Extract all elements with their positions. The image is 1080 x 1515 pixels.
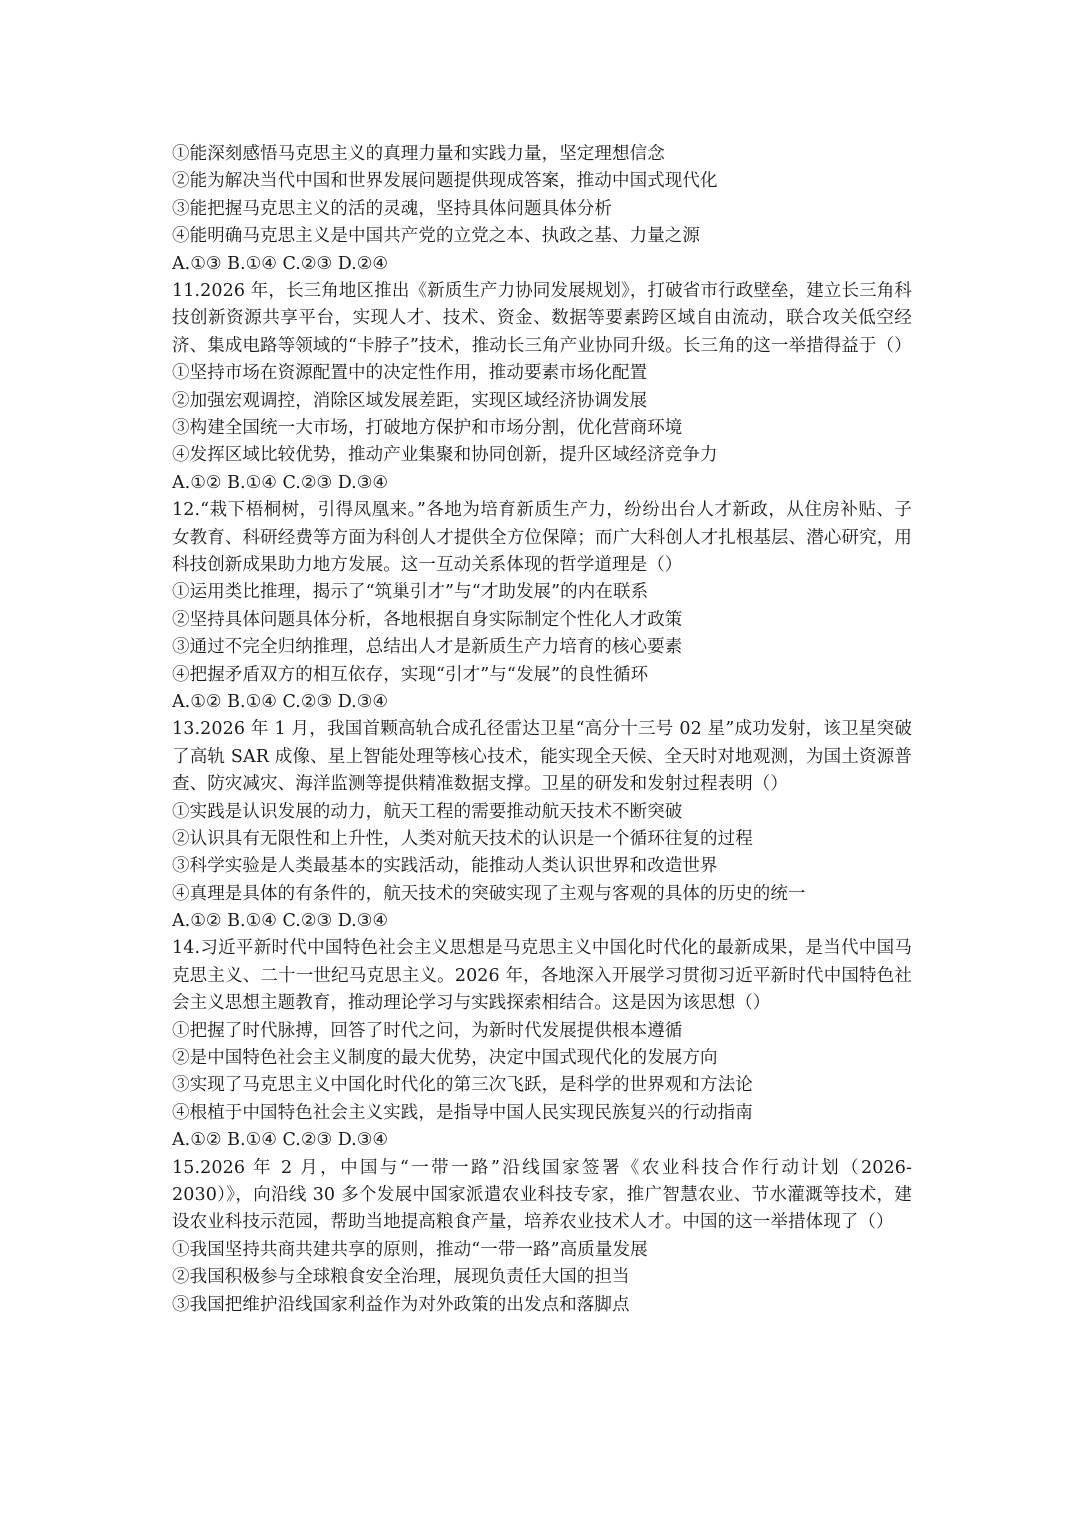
- option-line: ②加强宏观调控，消除区域发展差距，实现区域经济协调发展: [172, 390, 648, 411]
- option-line: ③实现了马克思主义中国化时代化的第三次飞跃，是科学的世界观和方法论: [172, 1075, 753, 1096]
- question-15: [172, 1155, 912, 1319]
- option-line: ①实践是认识发展的动力，航天工程的需要推动航天技术不断突破: [172, 801, 683, 822]
- option-line: ④真理是具体的有条件的，航天技术的突破实现了主观与客观的具体的历史的统一: [172, 883, 806, 904]
- question-stem: 14.习近平新时代中国特色社会主义思想是马克思主义中国化时代化的最新成果，是当代中国马克思主义、二十一世纪马克思主义。2026 年，各地深入开展学习贯彻习近平新时代中国特色社会主义思想主题教育，推动理论学习与实践探索相结合。这是因为该思想（）: [172, 938, 912, 1014]
- option-line: ④把握矛盾双方的相互依存，实现“引才”与“发展”的良性循环: [172, 664, 649, 685]
- option-line: ②我国积极参与全球粮食安全治理，展现负责任大国的担当: [172, 1267, 630, 1288]
- option-line: ③我国把维护沿线国家利益作为对外政策的出发点和落脚点: [172, 1294, 630, 1315]
- answer-choices: A.①③ B.①④ C.②③ D.②④: [172, 253, 389, 274]
- exam-page: [172, 141, 912, 1319]
- answer-choices: A.①② B.①④ C.②③ D.③④: [172, 1130, 389, 1151]
- option-line: ③能把握马克思主义的活的灵魂，坚持具体问题具体分析: [172, 198, 612, 219]
- option-line: ②能为解决当代中国和世界发展问题提供现成答案，推动中国式现代化: [172, 171, 718, 192]
- option-line: ③科学实验是人类最基本的实践活动，能推动人类认识世界和改造世界: [172, 856, 718, 877]
- question-10-tail: [172, 141, 912, 278]
- question-stem: 12.“栽下梧桐树，引得凤凰来。”各地为培育新质生产力，纷纷出台人才新政，从住房补贴、子女教育、科研经费等方面为科创人才提供全方位保障；而广大科创人才扎根基层、潜心研究，用科技创新成果助力地方发展。这一互动关系体现的哲学道理是（）: [172, 500, 912, 575]
- option-line: ③通过不完全归纳推理，总结出人才是新质生产力培育的核心要素: [172, 637, 683, 658]
- option-line: ④能明确马克思主义是中国共产党的立党之本、执政之基、力量之源: [172, 226, 700, 247]
- option-line: ③构建全国统一大市场，打破地方保护和市场分割，优化营商环境: [172, 417, 683, 438]
- answer-choices: A.①② B.①④ C.②③ D.③④: [172, 472, 389, 493]
- option-line: ①把握了时代脉搏，回答了时代之问，为新时代发展提供根本遵循: [172, 1020, 683, 1041]
- question-12: [172, 497, 912, 716]
- option-line: ①我国坚持共商共建共享的原则，推动“一带一路”高质量发展: [172, 1239, 648, 1260]
- question-stem: 13.2026 年 1 月，我国首颗高轨合成孔径雷达卫星“高分十三号 02 星”成功发射，该卫星突破了高轨 SAR 成像、星上智能处理等核心技术，能实现全天候、全天时对地观测，为国土资源普查、防灾减灾、海洋监测等提供精准数据支撑。卫星的研发和发射过程表明（）: [172, 719, 912, 795]
- question-11: [172, 278, 912, 497]
- answer-choices: A.①② B.①④ C.②③ D.③④: [172, 691, 389, 712]
- option-line: ①运用类比推理，揭示了“筑巢引才”与“才助发展”的内在联系: [172, 582, 649, 603]
- answer-choices: A.①② B.①④ C.②③ D.③④: [172, 911, 389, 932]
- option-line: ④发挥区域比较优势，推动产业集聚和协同创新，提升区域经济竞争力: [172, 445, 718, 466]
- question-14: [172, 935, 912, 1154]
- option-line: ④根植于中国特色社会主义实践，是指导中国人民实现民族复兴的行动指南: [172, 1102, 753, 1123]
- option-line: ①能深刻感悟马克思主义的真理力量和实践力量，坚定理想信念: [172, 144, 665, 164]
- question-stem: 15.2026 年 2 月，中国与“一带一路”沿线国家签署《农业科技合作行动计划（2026-2030）》，向沿线 30 多个发展中国家派遣农业科技专家，推广智慧农业、节水灌溉等技术，建设农业科技示范园，帮助当地提高粮食产量，培养农业技术人才。中国的这一举措体现了（）: [172, 1157, 912, 1233]
- option-line: ①坚持市场在资源配置中的决定性作用，推动要素市场化配置: [172, 363, 648, 384]
- option-line: ②认识具有无限性和上升性，人类对航天技术的认识是一个循环往复的过程: [172, 828, 753, 849]
- question-stem: 11.2026 年，长三角地区推出《新质生产力协同发展规划》，打破省市行政壁垒，建立长三角科技创新资源共享平台，实现人才、技术、资金、数据等要素跨区域自由流动，联合攻关低空经济、集成电路等领域的“卡脖子”技术，推动长三角产业协同升级。长三角的这一举措得益于（）: [172, 280, 912, 356]
- question-13: [172, 716, 912, 935]
- option-line: ②是中国特色社会主义制度的最大优势，决定中国式现代化的发展方向: [172, 1048, 718, 1069]
- option-line: ②坚持具体问题具体分析，各地根据自身实际制定个性化人才政策: [172, 609, 683, 630]
